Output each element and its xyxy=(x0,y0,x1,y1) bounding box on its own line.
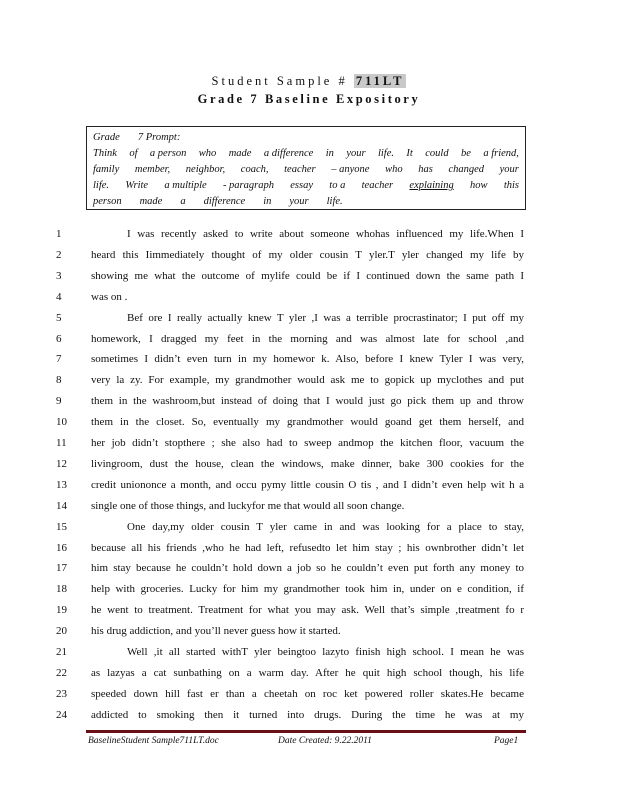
essay-line xyxy=(0,705,618,726)
line-number: 10 xyxy=(56,416,67,429)
prompt-word: teacher xyxy=(361,180,394,191)
line-text: speeded down hill fast er than a cheetah on roc ket powered roller skates.He became xyxy=(91,687,524,700)
line-text: Bef ore I really actually knew T yler ,I was a terrible procrastinator; I put off my xyxy=(127,311,524,324)
essay-line xyxy=(0,412,618,433)
line-text: showing me what the outcome of mylife could be if I continued down the same path I xyxy=(91,269,524,282)
essay-line xyxy=(0,224,618,245)
footer-rule xyxy=(86,730,526,733)
prompt-heading-word: 7 Prompt: xyxy=(137,132,181,143)
essay-line xyxy=(0,349,618,370)
prompt-word: has xyxy=(418,164,433,175)
line-text: single one of those things, and luckyfor me that would all soon change. xyxy=(91,499,405,512)
essay-line xyxy=(0,517,618,538)
prompt-word: of xyxy=(129,148,138,159)
essay-line xyxy=(0,600,618,621)
prompt-word: coach, xyxy=(240,164,269,175)
line-number: 21 xyxy=(56,646,67,658)
line-text: heard this Iimmediately thought of my older cousin T yler.T yler changed my life by xyxy=(91,248,524,261)
line-text: her job didn’t stopthere ; she also had to sweep andmop the kitchen floor, vacuum the xyxy=(91,437,524,449)
line-text: as lazyas a cat sunbathing on a warm day. After he quit high school though, his life xyxy=(91,666,524,679)
prompt-word: essay xyxy=(290,180,314,191)
prompt-box xyxy=(86,126,526,210)
line-number: 2 xyxy=(56,248,62,261)
prompt-word: life. xyxy=(326,196,343,207)
line-number: 4 xyxy=(56,290,62,303)
line-text: was on . xyxy=(91,290,128,303)
line-number: 11 xyxy=(56,437,67,449)
prompt-word: a xyxy=(180,196,186,207)
essay-line xyxy=(0,663,618,684)
prompt-word: in xyxy=(325,148,334,159)
document-title xyxy=(0,74,618,89)
prompt-word: who xyxy=(385,164,403,175)
title-prefix: Student Sample # xyxy=(211,74,354,88)
line-text: them in the washroom,but instead of doing that I would just go pick them up and throw xyxy=(91,395,524,408)
prompt-word: neighbor, xyxy=(185,164,226,175)
line-number: 12 xyxy=(56,457,67,470)
line-text: homework, I dragged my feet in the morning and was almost late for school ,and xyxy=(91,332,524,345)
prompt-word: person xyxy=(93,196,122,207)
essay-line xyxy=(0,684,618,705)
essay-line xyxy=(0,496,618,517)
prompt-word: your xyxy=(289,196,309,207)
line-number: 3 xyxy=(56,269,62,282)
prompt-word: family xyxy=(93,164,120,175)
prompt-word: be xyxy=(460,148,471,159)
line-number: 9 xyxy=(56,395,62,408)
line-text: them in the closet. So, eventually my grandmother would goand get them herself, and xyxy=(91,416,524,429)
line-number: 1 xyxy=(56,228,62,240)
line-number: 6 xyxy=(56,332,62,345)
essay-line xyxy=(0,370,618,391)
prompt-underlined-word: explaining xyxy=(409,180,454,191)
line-number: 13 xyxy=(56,478,67,491)
line-number: 18 xyxy=(56,583,67,596)
prompt-line-2 xyxy=(93,162,519,178)
prompt-word: how xyxy=(470,180,488,191)
prompt-word: your xyxy=(346,148,366,159)
prompt-word: life. xyxy=(377,148,395,159)
prompt-line-4 xyxy=(93,194,519,210)
line-text: Well ,it all started withT yler beingtoo lazyto finish high school. I mean he was xyxy=(127,646,524,658)
prompt-word: – anyone xyxy=(331,164,370,175)
prompt-word: It xyxy=(406,148,413,159)
prompt-word: made xyxy=(228,148,252,159)
prompt-word: a person xyxy=(149,148,187,159)
essay-line xyxy=(0,391,618,412)
prompt-word: changed xyxy=(448,164,485,175)
prompt-word: this xyxy=(503,180,519,191)
essay-line xyxy=(0,621,618,642)
prompt-word: who xyxy=(198,148,217,159)
prompt-word: in xyxy=(263,196,272,207)
prompt-word: a multiple xyxy=(164,180,207,191)
essay-line xyxy=(0,308,618,329)
line-text: I was recently asked to write about someone whohas influenced my life.When I xyxy=(127,228,524,240)
footer-date: Date Created: 9.22.2011 xyxy=(278,736,372,746)
line-number: 15 xyxy=(56,520,67,533)
prompt-heading-word: Grade xyxy=(93,132,120,143)
prompt-line-1 xyxy=(93,146,519,162)
line-text: addicted to smoking then it turned into drugs. During the time he was at my xyxy=(91,708,524,721)
essay-line xyxy=(0,475,618,496)
prompt-word: life. xyxy=(93,180,110,191)
essay-line xyxy=(0,642,618,663)
essay-line xyxy=(0,329,618,350)
line-number: 17 xyxy=(56,562,67,575)
essay-line xyxy=(0,558,618,579)
line-text: he went to treatment. Treatment for what you may ask. Well that’s simple ,treatment fo r xyxy=(91,604,524,617)
prompt-word: member, xyxy=(134,164,171,175)
prompt-line-3 xyxy=(93,178,519,194)
essay-line xyxy=(0,538,618,559)
line-text: help with groceries. Lucky for him my grandmother took him in, under on e condition, if xyxy=(91,583,524,596)
essay-line xyxy=(0,579,618,600)
prompt-heading xyxy=(93,130,519,146)
line-number: 23 xyxy=(56,687,67,700)
line-number: 16 xyxy=(56,541,67,554)
prompt-word: difference xyxy=(203,196,246,207)
prompt-word: a difference xyxy=(263,148,314,159)
line-number: 20 xyxy=(56,625,67,638)
essay-line xyxy=(0,287,618,308)
essay-line xyxy=(0,266,618,287)
essay-line xyxy=(0,433,618,454)
line-number: 19 xyxy=(56,604,67,617)
line-number: 22 xyxy=(56,666,67,679)
sample-id-highlight: 711LT xyxy=(355,74,405,88)
prompt-word: could xyxy=(425,148,449,159)
footer-page: Page1 xyxy=(494,736,519,746)
line-text: sometimes I didn’t even turn in my homewor k. Also, before I knew Tyler I was very, xyxy=(91,353,524,366)
line-number: 8 xyxy=(56,374,62,387)
prompt-word: your xyxy=(499,164,519,175)
line-text: livingroom, dust the house, clean the windows, make dinner, bake 300 cookies for the xyxy=(91,457,524,470)
line-number: 7 xyxy=(56,353,62,366)
essay-line xyxy=(0,245,618,266)
line-number: 5 xyxy=(56,311,62,324)
prompt-word: teacher xyxy=(284,164,316,175)
line-number: 14 xyxy=(56,499,67,512)
essay-line xyxy=(0,454,618,475)
line-text: very la zy. For example, my grandmother would ask me to gopick up myclothes and put xyxy=(91,374,524,387)
line-text: credit uniononce a month, and occu pymy little cousin O tis , and I didn’t even help wit h a xyxy=(91,478,524,491)
line-number: 24 xyxy=(56,708,67,721)
line-text: because all his friends ,who he had left, refusedto let him stay ; his ownbrother didn’t let xyxy=(91,541,524,554)
prompt-word: Write xyxy=(125,180,149,191)
line-text: his drug addiction, and you’ll never guess how it started. xyxy=(91,625,341,638)
prompt-word: Think xyxy=(93,148,117,159)
line-text: him stay because he couldn’t hold down a job so he couldn’t even put forth any money to xyxy=(91,562,524,575)
document-subtitle: Grade 7 Baseline Expository xyxy=(197,92,421,106)
prompt-word: a friend, xyxy=(483,148,519,159)
prompt-word: made xyxy=(139,196,163,207)
prompt-word: - paragraph xyxy=(222,180,274,191)
footer-filename: BaselineStudent Sample711LT.doc xyxy=(88,736,219,746)
line-text: One day,my older cousin T yler came in and was looking for a place to stay, xyxy=(127,520,524,533)
prompt-word: to a xyxy=(329,180,346,191)
